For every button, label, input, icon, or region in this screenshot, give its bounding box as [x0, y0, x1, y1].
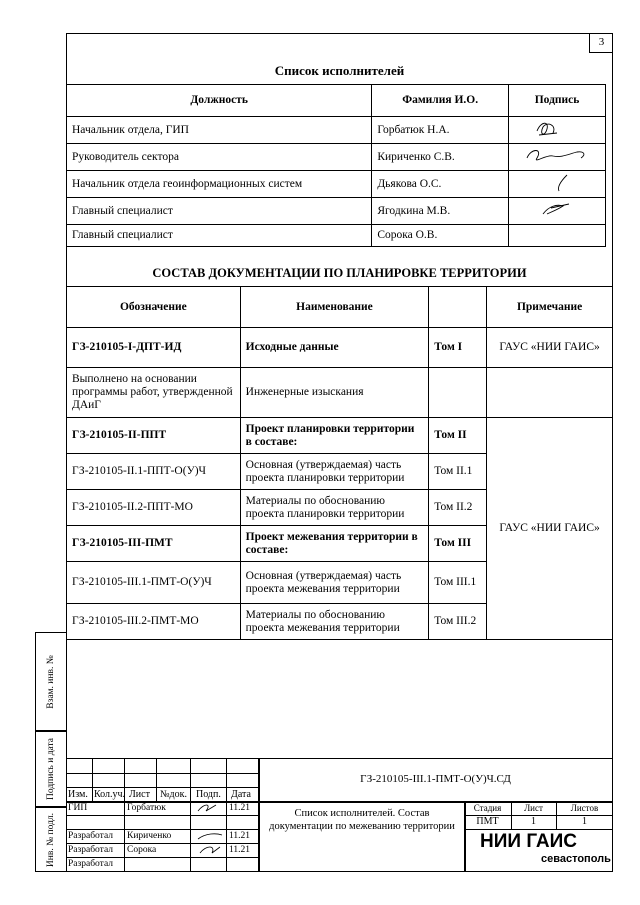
doc-name: Материалы по обоснованию проекта планировки территории — [240, 490, 429, 526]
documentation-title: СОСТАВ ДОКУМЕНТАЦИИ ПО ПЛАНИРОВКЕ ТЕРРИТОРИИ — [152, 266, 527, 280]
doc-volume: Том I — [429, 328, 487, 368]
margin-vzam: Взам. инв. № — [35, 632, 66, 731]
executor-position: Начальник отдела геоинформационных систем — [67, 171, 372, 198]
executor-name: Горбатюк Н.А. — [372, 117, 509, 144]
org-city: севастополь — [541, 853, 611, 865]
doc-code: ГЗ-210105-III-ПМТ — [67, 526, 241, 562]
title-block: ГЗ-210105-III.1-ПМТ-О(У)Ч.СД Изм. Кол.уч. Лист №док. Подп. Дата ГИП Горбатюк 11.21 Разработал Кириченко 11.21 Разработал Сорока 11.21 Разработал Список исполнителей. Состав документации по межеванию территории Стадия Лист Листов ПМТ 1 1 НИИ ГАИС севастополь — [66, 758, 613, 872]
executor-position: Главный специалист — [67, 198, 372, 225]
executor-signature — [509, 225, 606, 247]
signature-icon — [517, 117, 597, 139]
col-signature: Подпись — [509, 85, 606, 117]
doc-title: Список исполнителей. Состав документации по межеванию территории — [269, 808, 455, 832]
stamp-signatures — [66, 759, 258, 871]
executor-signature — [509, 117, 606, 144]
executor-row — [67, 171, 606, 198]
doc-volume: Том II.1 — [429, 454, 487, 490]
executor-name: Ягодкина М.В. — [372, 198, 509, 225]
doc-note-empty — [487, 368, 613, 418]
stamp-date: 11.21 — [229, 803, 251, 813]
doc-name: Основная (утверждаемая) часть проекта межевания территории — [240, 562, 429, 604]
doc-row — [67, 368, 613, 418]
doc-name: Инженерные изыскания — [240, 368, 429, 418]
signature-icon — [198, 805, 216, 811]
sheet: 1 — [531, 816, 536, 827]
doc-code: ГЗ-210105-III.1-ПМТ-О(У)Ч.СД — [360, 773, 511, 785]
doc-note: ГАУС «НИИ ГАИС» — [487, 418, 613, 640]
sheets: 1 — [582, 816, 587, 827]
doc-note: ГАУС «НИИ ГАИС» — [487, 328, 613, 368]
signature-icon — [517, 198, 597, 220]
org-logo: НИИ ГАИС — [480, 831, 577, 852]
col-position: Должность — [67, 85, 372, 117]
stamp-role: Разработал — [68, 859, 113, 869]
col-title: Наименование — [240, 287, 429, 328]
stamp-name: Кириченко — [127, 831, 172, 841]
executor-signature — [509, 198, 606, 225]
executor-row — [67, 144, 606, 171]
doc-volume: Том III — [429, 526, 487, 562]
stamp-date: 11.21 — [229, 845, 251, 855]
signature-icon — [198, 834, 222, 839]
doc-code: ГЗ-210105-II.1-ППТ-О(У)Ч — [67, 454, 241, 490]
doc-volume — [429, 368, 487, 418]
signature-icon — [517, 171, 597, 193]
doc-row — [67, 328, 613, 368]
doc-row — [67, 418, 613, 454]
doc-code: ГЗ-210105-II-ППТ — [67, 418, 241, 454]
col-note: Примечание — [487, 287, 613, 328]
executors-title: Список исполнителей — [274, 63, 405, 78]
col-code: Обозначение — [67, 287, 241, 328]
executor-row — [67, 225, 606, 247]
doc-code: ГЗ-210105-I-ДПТ-ИД — [67, 328, 241, 368]
doc-name: Основная (утверждаемая) часть проекта планировки территории — [240, 454, 429, 490]
doc-volume: Том II.2 — [429, 490, 487, 526]
margin-inv: Инв. № подл. — [35, 807, 66, 872]
stamp-name: Сорока — [127, 845, 157, 855]
doc-code: ГЗ-210105-II.2-ППТ-МО — [67, 490, 241, 526]
page-number: 3 — [589, 33, 613, 53]
stamp-role: ГИП — [68, 803, 88, 813]
executor-row — [67, 198, 606, 225]
executor-row — [67, 117, 606, 144]
doc-code: ГЗ-210105-III.2-ПМТ-МО — [67, 604, 241, 640]
executor-signature — [509, 171, 606, 198]
executor-position: Начальник отдела, ГИП — [67, 117, 372, 144]
executor-position: Главный специалист — [67, 225, 372, 247]
col-volume — [429, 287, 487, 328]
doc-name: Исходные данные — [240, 328, 429, 368]
signature-icon — [200, 847, 220, 853]
stage: ПМТ — [476, 816, 499, 827]
doc-name: Материалы по обоснованию проекта межевания территории — [240, 604, 429, 640]
executor-position: Руководитель сектора — [67, 144, 372, 171]
margin-podpis: Подпись и дата — [35, 731, 66, 807]
stamp-name: Горбатюк — [127, 803, 166, 813]
executor-signature — [509, 144, 606, 171]
documentation-table — [66, 286, 613, 640]
doc-volume: Том II — [429, 418, 487, 454]
stamp-date: 11.21 — [229, 831, 251, 841]
doc-name: Проект планировки территории в составе: — [240, 418, 429, 454]
doc-code: ГЗ-210105-III.1-ПМТ-О(У)Ч — [67, 562, 241, 604]
doc-name: Проект межевания территории в составе: — [240, 526, 429, 562]
col-name: Фамилия И.О. — [372, 85, 509, 117]
executor-name: Сорока О.В. — [372, 225, 509, 247]
signature-icon — [517, 144, 597, 166]
stamp-role: Разработал — [68, 831, 113, 841]
executors-table — [66, 84, 606, 247]
stamp-role: Разработал — [68, 845, 113, 855]
doc-volume: Том III.2 — [429, 604, 487, 640]
executor-name: Дьякова О.С. — [372, 171, 509, 198]
doc-code: Выполнено на основании программы работ, утвержденной ДАиГ — [67, 368, 241, 418]
executor-name: Кириченко С.В. — [372, 144, 509, 171]
doc-volume: Том III.1 — [429, 562, 487, 604]
